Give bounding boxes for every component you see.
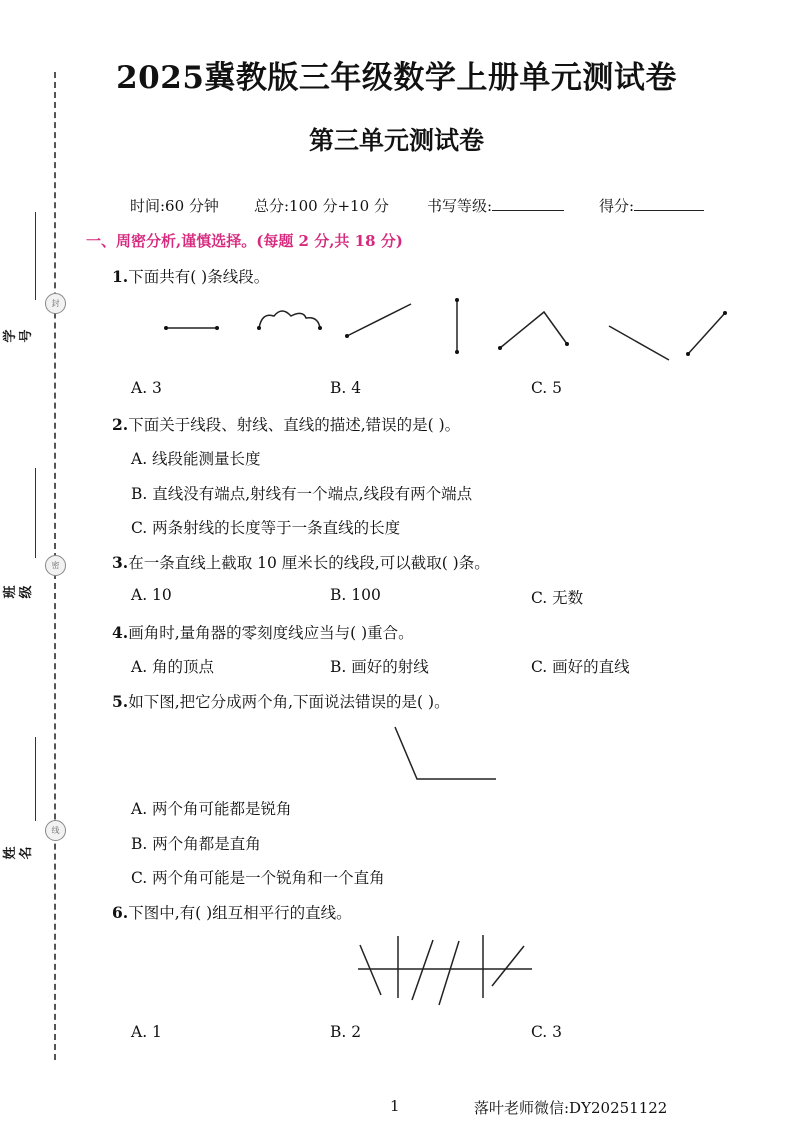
question-text: 如下图,把它分成两个角,下面说法错误的是( )。 [128, 693, 450, 711]
score-label: 得分: [599, 197, 635, 215]
section-heading: 一、周密分析,谨慎选择。(每题 2 分,共 18 分) [86, 232, 403, 250]
slant-line [412, 940, 433, 1000]
q6-option-a[interactable]: A. 1 [131, 1023, 162, 1041]
q4-option-b[interactable]: B. 画好的射线 [330, 658, 429, 676]
question-text: 下面关于线段、射线、直线的描述,错误的是( )。 [128, 416, 461, 434]
q5-option-b[interactable]: B. 两个角都是直角 [131, 835, 261, 853]
question-number: 4. [112, 623, 129, 642]
seal-icon: 密 [45, 555, 66, 576]
q2-option-b[interactable]: B. 直线没有端点,射线有一个端点,线段有两个端点 [131, 485, 473, 503]
q2-option-a[interactable]: A. 线段能测量长度 [131, 450, 261, 468]
question-number: 3. [112, 553, 129, 572]
q3-option-b[interactable]: B. 100 [330, 586, 381, 604]
seal-icon: 封 [45, 293, 66, 314]
q1-option-a[interactable]: A. 3 [131, 379, 162, 397]
exam-time: 时间:60 分钟 [130, 197, 219, 215]
page-title: 2025冀教版三年级数学上册单元测试卷 [116, 60, 677, 96]
seal-icon: 线 [45, 820, 66, 841]
question-number: 6. [112, 903, 129, 922]
question-number: 2. [112, 415, 129, 434]
slant-line [439, 941, 459, 1005]
writing-grade-label: 书写等级: [427, 197, 493, 215]
footer-note: 落叶老师微信:DY20251122 [474, 1099, 668, 1117]
question-number: 1. [112, 267, 129, 286]
class-label: 班级 [3, 585, 34, 599]
slant-line [360, 945, 381, 995]
name-label: 姓名 [3, 846, 34, 860]
question-number: 5. [112, 692, 129, 711]
q2-option-c[interactable]: C. 两条射线的长度等于一条直线的长度 [131, 519, 401, 537]
page-number: 1 [390, 1097, 400, 1115]
student-id-label: 学号 [3, 329, 34, 343]
unit-title: 第三单元测试卷 [308, 126, 484, 155]
question-text: 下面共有( )条线段。 [128, 268, 270, 286]
q6-option-b[interactable]: B. 2 [330, 1023, 362, 1041]
q3-option-c[interactable]: C. 无数 [531, 589, 584, 607]
q1-option-c[interactable]: C. 5 [531, 379, 563, 397]
q1-option-b[interactable]: B. 4 [330, 379, 362, 397]
q6-option-c[interactable]: C. 3 [531, 1023, 563, 1041]
q4-option-a[interactable]: A. 角的顶点 [131, 658, 215, 676]
exam-total-score: 总分:100 分+10 分 [254, 197, 389, 215]
q4-option-c[interactable]: C. 画好的直线 [531, 658, 630, 676]
slant-line [492, 946, 524, 986]
question-text: 在一条直线上截取 10 厘米长的线段,可以截取( )条。 [128, 554, 490, 572]
q3-option-a[interactable]: A. 10 [131, 586, 172, 604]
question-text: 画角时,量角器的零刻度线应当与( )重合。 [128, 624, 414, 642]
q5-option-a[interactable]: A. 两个角可能都是锐角 [131, 800, 292, 818]
question-text: 下图中,有( )组互相平行的直线。 [128, 904, 352, 922]
q5-option-c[interactable]: C. 两个角可能是一个锐角和一个直角 [131, 869, 385, 887]
